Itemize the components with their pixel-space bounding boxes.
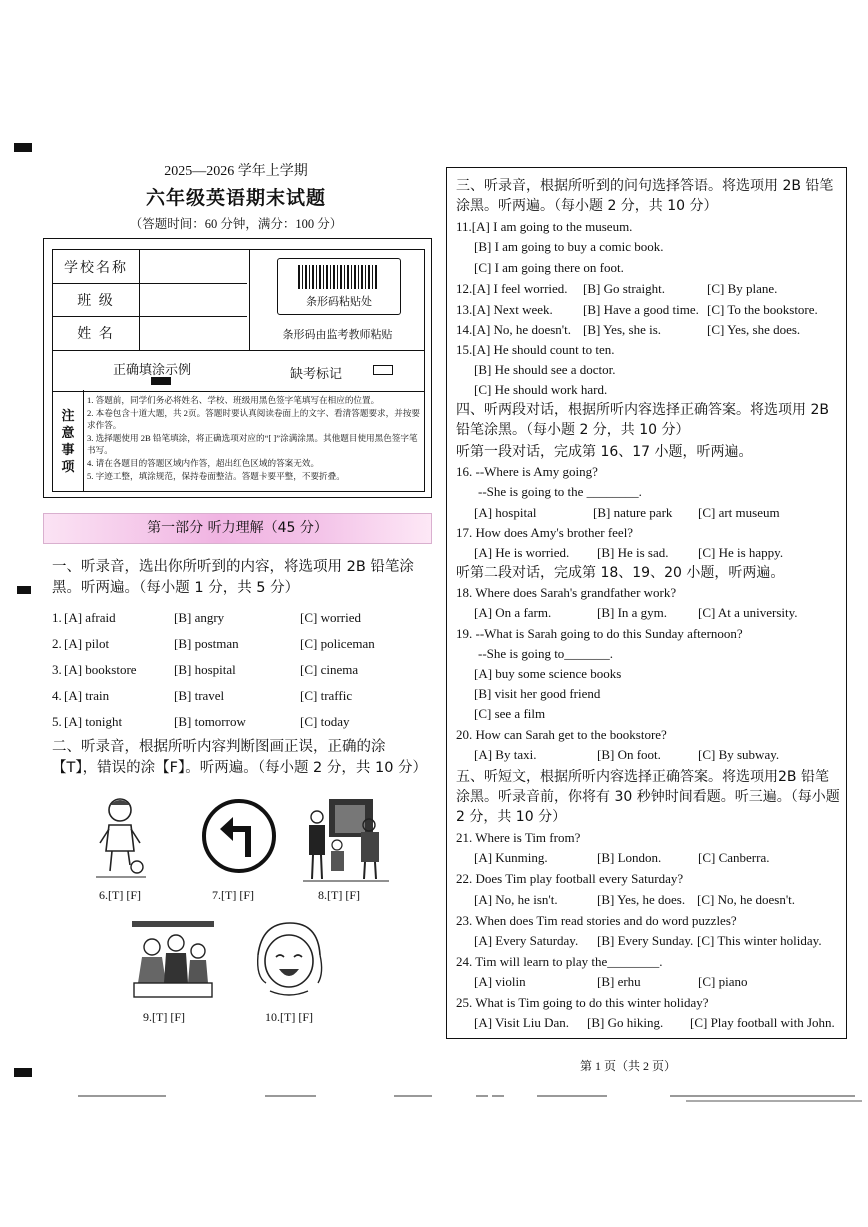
- q24-option-b[interactable]: [B] erhu: [597, 974, 641, 989]
- q11-option-a[interactable]: 11.[A] I am going to the museum.: [456, 219, 633, 234]
- absent-label: 缺考标记: [290, 366, 343, 381]
- note-item: 3. 选择题使用 2B 铅笔填涂，将正确选项对应的“[ ]”涂满涂黑。其他题目使用黑色签字笔书写。: [87, 432, 418, 456]
- barcode-label: 条形码粘贴处: [306, 296, 372, 308]
- class-label: 班 级: [53, 283, 140, 317]
- notes-title: 注 意 事 项: [53, 390, 84, 491]
- q9-true-false[interactable]: 9.[T] [F]: [143, 1010, 185, 1024]
- q22-option-c[interactable]: [C] No, he doesn't.: [697, 892, 796, 907]
- q17-question: 17. How does Amy's brother feel?: [456, 525, 634, 540]
- q3-option-a[interactable]: [A] bookstore: [64, 662, 137, 677]
- school-year: 2025—2026 学年上学期: [164, 164, 308, 179]
- q21-option-a[interactable]: [A] Kunming.: [474, 850, 548, 865]
- q15-option-c[interactable]: [C] He should work hard.: [474, 382, 608, 397]
- timing-mark-mid: [17, 586, 31, 594]
- q12-option-b[interactable]: [B] Go straight.: [583, 281, 665, 296]
- absent-checkbox[interactable]: [373, 365, 393, 375]
- q16-question: 16. --Where is Amy going?: [456, 464, 598, 479]
- q21-question: 21. Where is Tim from?: [456, 830, 581, 845]
- q24-option-c[interactable]: [C] piano: [698, 974, 748, 989]
- q25-option-c[interactable]: [C] Play football with John.: [690, 1015, 835, 1030]
- name-label: 姓 名: [53, 316, 140, 350]
- q16-option-c[interactable]: [C] art museum: [698, 505, 780, 520]
- q18-option-a[interactable]: [A] On a farm.: [474, 605, 552, 620]
- family-group-picture: [130, 917, 216, 1003]
- q1-option-a[interactable]: [A] afraid: [64, 610, 116, 625]
- barcode-note: 条形码由监考教师粘贴: [282, 329, 393, 341]
- q12-option-c[interactable]: [C] By plane.: [707, 281, 778, 296]
- q14-option-c[interactable]: [C] Yes, she does.: [707, 322, 801, 337]
- q22-option-b[interactable]: [B] Yes, he does.: [597, 892, 686, 907]
- q12-option-a[interactable]: 12.[A] I feel worried.: [456, 281, 568, 296]
- q2-option-b[interactable]: [B] postman: [174, 636, 239, 651]
- q20-question: 20. How can Sarah get to the bookstore?: [456, 727, 667, 742]
- student-info-box: [43, 238, 432, 498]
- q16-blank: --She is going to the ________.: [478, 484, 642, 499]
- q24-option-a[interactable]: [A] violin: [474, 974, 526, 989]
- q6-true-false[interactable]: 6.[T] [F]: [99, 888, 141, 902]
- q19-option-a[interactable]: [A] buy some science books: [474, 666, 622, 681]
- q20-option-c[interactable]: [C] By subway.: [698, 747, 780, 762]
- q11-option-c[interactable]: [C] I am going there on foot.: [474, 260, 624, 275]
- q3-option-b[interactable]: [B] hospital: [174, 662, 236, 677]
- note-item: 4. 请在各题目的答题区域内作答，超出红色区域的答案无效。: [87, 457, 320, 468]
- note-item: 5. 字迹工整，填涂规范，保持卷面整洁。答题卡要平整，不要折叠。: [87, 470, 345, 481]
- info-grid: [52, 249, 425, 392]
- fill-example-row: [53, 350, 424, 392]
- right-column-box: [446, 167, 847, 1039]
- q18-question: 18. Where does Sarah's grandfather work?: [456, 585, 677, 600]
- section4-title: 四、听两段对话，根据所听内容选择正确答案。将选项用 2B 铅笔涂黑。（每小题 2 分，共 10 分）: [456, 402, 829, 438]
- dialog1-instruction: 听第一段对话，完成第 16、17 小题，听两遍。: [456, 444, 753, 460]
- q2-num: 2.: [52, 636, 62, 651]
- school-field[interactable]: [139, 250, 247, 284]
- q2-option-a[interactable]: [A] pilot: [64, 636, 110, 651]
- q13-option-a[interactable]: 13.[A] Next week.: [456, 302, 553, 317]
- q14-option-a[interactable]: 14.[A] No, he doesn't.: [456, 322, 571, 337]
- q10-true-false[interactable]: 10.[T] [F]: [265, 1010, 313, 1024]
- dialog2-instruction: 听第二段对话，完成第 18、19、20 小题，听两遍。: [456, 565, 785, 581]
- q18-option-b[interactable]: [B] In a gym.: [597, 605, 668, 620]
- q25-question: 25. What is Tim going to do this winter holiday?: [456, 995, 709, 1010]
- barcode-area: [249, 250, 425, 350]
- boy-football-picture: [92, 793, 150, 881]
- q4-option-b[interactable]: [B] travel: [174, 688, 225, 703]
- q25-option-a[interactable]: [A] Visit Liu Dan.: [474, 1015, 570, 1030]
- q25-option-b[interactable]: [B] Go hiking.: [587, 1015, 664, 1030]
- q21-option-b[interactable]: [B] London.: [597, 850, 662, 865]
- q19-question: 19. --What is Sarah going to do this Sunday afternoon?: [456, 626, 743, 641]
- q17-option-c[interactable]: [C] He is happy.: [698, 545, 784, 560]
- q3-option-c[interactable]: [C] cinema: [300, 662, 359, 677]
- school-label: 学校名称: [53, 250, 140, 284]
- q19-blank: --She is going to_______.: [478, 646, 614, 661]
- q15-option-a[interactable]: 15.[A] He should count to ten.: [456, 342, 615, 357]
- page-number: 第 1 页（共 2 页）: [580, 1059, 677, 1073]
- q8-true-false[interactable]: 8.[T] [F]: [318, 888, 360, 902]
- q19-option-b[interactable]: [B] visit her good friend: [474, 686, 601, 701]
- fill-example-mark: [151, 377, 171, 385]
- turn-left-sign-picture: [200, 797, 278, 875]
- q16-option-b[interactable]: [B] nature park: [593, 505, 673, 520]
- q17-option-a[interactable]: [A] He is worried.: [474, 545, 570, 560]
- q5-num: 5.: [52, 714, 62, 729]
- q22-option-a[interactable]: [A] No, he isn't.: [474, 892, 558, 907]
- q13-option-b[interactable]: [B] Have a good time.: [583, 302, 699, 317]
- bottom-rule-lines: [0, 1088, 868, 1108]
- q14-option-b[interactable]: [B] Yes, she is.: [583, 322, 662, 337]
- q24-question: 24. Tim will learn to play the________.: [456, 954, 663, 969]
- q7-true-false[interactable]: 7.[T] [F]: [212, 888, 254, 902]
- q18-option-c[interactable]: [C] At a university.: [698, 605, 798, 620]
- barcode-icon: [298, 265, 378, 289]
- barcode-box: [277, 258, 401, 315]
- q1-option-c[interactable]: [C] worried: [300, 610, 362, 625]
- laughing-girl-picture: [248, 917, 330, 1003]
- q23-option-a[interactable]: [A] Every Saturday.: [474, 933, 579, 948]
- exam-subtitle: （答题时间：60 分钟，满分：100 分）: [129, 217, 343, 231]
- q22-question: 22. Does Tim play football every Saturday?: [456, 871, 684, 886]
- section2-title: 二、听录音，根据所听内容判断图画正误，正确的涂【T】，错误的涂【F】。听两遍。（每小题 2 分，共 10 分）: [52, 739, 428, 776]
- section1-title: 一、听录音，选出你所听到的内容，将选项用 2B 铅笔涂黑。听两遍。（每小题 1 分，共 5 分）: [52, 559, 414, 596]
- notes-list: [87, 394, 421, 482]
- exam-title: 六年级英语期末试题: [145, 188, 326, 209]
- q5-option-c[interactable]: [C] today: [300, 714, 350, 729]
- note-item: 2. 本卷包含十道大题，共 2页。答题时要认真阅读卷面上的文字、看清答题要求，并按要求作答。: [87, 407, 421, 431]
- section5-title: 五、听短文，根据所听内容选择正确答案。将选项用2B 铅笔涂黑。听录音前，你将有 30 秒钟时间看题。听三遍。（每小题 2 分，共 10 分）: [456, 769, 840, 825]
- q20-option-b[interactable]: [B] On foot.: [597, 747, 661, 762]
- q1-option-b[interactable]: [B] angry: [174, 610, 225, 625]
- q13-option-c[interactable]: [C] To the bookstore.: [707, 302, 818, 317]
- class-field[interactable]: [139, 283, 247, 317]
- notes-section: [52, 390, 425, 492]
- q23-option-b[interactable]: [B] Every Sunday.: [597, 933, 694, 948]
- q15-option-b[interactable]: [B] He should see a doctor.: [474, 362, 616, 377]
- family-doorway-picture: [303, 795, 389, 883]
- q4-option-c[interactable]: [C] traffic: [300, 688, 353, 703]
- q2-option-c[interactable]: [C] policeman: [300, 636, 375, 651]
- section3-title: 三、听录音，根据所听到的问句选择答语。将选项用 2B 铅笔涂黑。听两遍。（每小题 2 分，共 10 分）: [456, 178, 834, 214]
- q23-question: 23. When does Tim read stories and do word puzzles?: [456, 913, 737, 928]
- q1-num: 1.: [52, 610, 62, 625]
- q16-option-a[interactable]: [A] hospital: [474, 505, 537, 520]
- part1-banner: 第一部分 听力理解（45 分）: [43, 513, 432, 544]
- q17-option-b[interactable]: [B] He is sad.: [597, 545, 669, 560]
- q5-option-b[interactable]: [B] tomorrow: [174, 714, 246, 729]
- note-item: 1. 答题前，同学们务必将姓名、学校、班级用黑色签字笔填写在相应的位置。: [87, 395, 380, 405]
- q5-option-a[interactable]: [A] tonight: [64, 714, 123, 729]
- fill-example-label: 正确填涂示例: [113, 362, 192, 377]
- q23-option-c[interactable]: [C] This winter holiday.: [697, 933, 822, 948]
- name-field[interactable]: [139, 316, 247, 350]
- q21-option-c[interactable]: [C] Canberra.: [698, 850, 770, 865]
- timing-mark-bottom: [14, 1068, 32, 1077]
- q19-option-c[interactable]: [C] see a film: [474, 706, 546, 721]
- q3-num: 3.: [52, 662, 62, 677]
- q11-option-b[interactable]: [B] I am going to buy a comic book.: [474, 239, 664, 254]
- q4-num: 4.: [52, 688, 62, 703]
- timing-mark-top: [14, 143, 32, 152]
- q4-option-a[interactable]: [A] train: [64, 688, 110, 703]
- q20-option-a[interactable]: [A] By taxi.: [474, 747, 537, 762]
